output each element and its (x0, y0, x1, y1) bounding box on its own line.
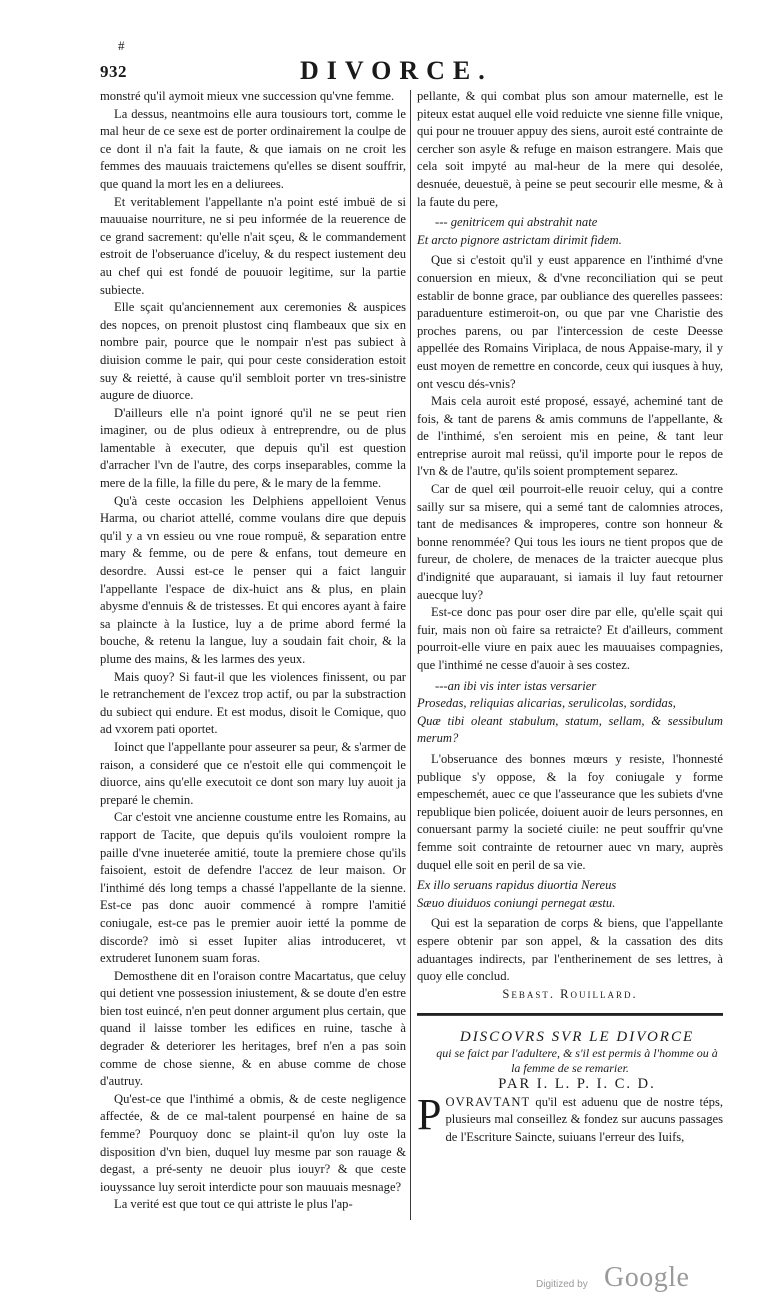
latin-quote (417, 678, 723, 748)
paragraph: Que si c'estoit qu'il y eust apparence en l'inthimé d'vne conuersion en mieux, & d'vne reconciliation qui se peut establir de bonne grace, par oubliance des querelles passees: paraduenture estimeroit-on, ou que par vne Charistie des proches parens, ou par l'intercession de ceste Deesse appellée des Romains Viriplaca, de nous Appaise-mary, il y eust moyen de remettre en concorde, ceux qui iusques à huy, ont vescu dés-vnis? (417, 253, 723, 391)
quote-line: ---an ibi vis inter istas versarier (435, 678, 597, 693)
page-header (100, 56, 730, 86)
running-title: DIVORCE. (300, 56, 493, 85)
paragraph: monstré qu'il aymoit mieux vne succession qu'vne femme. (100, 89, 395, 103)
google-logo: Google (604, 1262, 690, 1293)
discourse-title: DISCOVRS SVR LE DIVORCE (459, 1029, 695, 1046)
page-mark: # (118, 38, 125, 53)
quote-line: Prosedas, reliquias alicarias, serulicolas, sordidas, (417, 696, 676, 711)
paragraph: Demosthene dit en l'oraison contre Macartatus, que celuy qui detient vne possession iniustement, & se doute d'en estre bien tost euincé, n'en peut donner argument plus certain, que quand il laisse tomber les edifices en ruine, tasche à degrader & deteriorer les heritages, bref n'en a pas soin comme de chose sienne, & en abuse comme de chose d'autruy. (100, 968, 406, 1089)
paragraph: Et veritablement l'appellante n'a point esté imbuë de si mauuaise nourriture, ne si peu informée de la reuerence de ce grand sacrement: qu'elle n'ait sçeu, & le commandement estroit de l'obseruance d'iceluy, & du respect iustement deu au chef qui est fondé de pouuoir legitime, sur la partie subiecte. (100, 194, 406, 297)
paragraph: pellante, & qui combat plus son amour maternelle, est le piteux estat auquel elle void reduicte vne sienne fille vnique, qui pour ne trouuer appuy des siens, auroit esté contrainte de cercher son asyle & refuge en maison estrangere. Mais que cela soit impyté au mal-heur de la mere qui desolée, desnuée, deuestuë, à peine se peut secourir elle mesme, & à la faute du pere, (417, 89, 724, 209)
paragraph: Car c'estoit vne ancienne coustume entre les Romains, au rapport de Tacite, que depuis qu'ils vouloient rompre la paille d'vne inueterée amitié, toute la premiere chose qu'ils faisoient, estoit de defendre l'accez de leur maison. Or l'inthimé dés long temps a chassé l'appellante de la sienne. Est-ce pas donc auoir commencé à rompre l'amitié coniugale, est-ce pas le premier auoir ietté la pomme de discorde? imò si esset Iupiter alias introduceret, vt extruderet Iunonem suam foras. (100, 810, 406, 966)
discourse-subtitle: qui se faict par l'adultere, & s'il est permis à l'homme ou à la femme de se remarier. (436, 1046, 718, 1076)
latin-quote (417, 214, 723, 249)
paragraph: La dessus, neantmoins elle aura tousiours tort, comme le mal heur de ce sexe est de porter ordinairement la coulpe de ce dont il n'a fait la faute, & que iamais on ne croit les femmes des mauuais traictemens qu'elles se disent souffrir, que quand la mort les en a deliurees. (100, 106, 406, 191)
quote-line: Et arcto pignore astrictam dirimit fidem. (417, 232, 622, 247)
quote-line: Quæ tibi oleant stabulum, statum, sellam, & sessibulum merum? (417, 713, 723, 746)
section-rule (417, 1013, 723, 1016)
signature: Sebast. Rouillard. (502, 986, 638, 1001)
paragraph: Elle sçait qu'anciennement aux ceremonies & auspices des nopces, on prenoit plustost cinq flambeaux que six en nombre pair, pource que le nompair n'est pas subiect à diuision comme le pair, qui pour ceste consideration estoit suy & reietté, à cause qu'il sembloit porter vn tres-sinistre augure de diuorce. (100, 300, 406, 403)
lead-word: OVRAVTANT (445, 1094, 531, 1109)
drop-cap: P (417, 1089, 442, 1139)
paragraph: L'obseruance des bonnes mœurs y resiste, l'honnesté publique s'y oppose, & la foy coniugale y forme empeschemét, auec ce que l'asseurance que les subiets d'vne republique bien policée, doiuent auoir de leurs personnes, en conuersant parmy la societé ciuile: ne peut souffrir qu'vne femme soit contrainte de retourner auec vn mary, auprès duquel elle soit en peril de sa vie. (417, 751, 723, 872)
quote-line: Sæuo diuiduos coniungi pernegat æstu. (417, 895, 616, 910)
paragraph: Mais cela auroit esté proposé, essayé, acheminé tant de fois, & tant de parens & amis communs de l'appellante, & de l'inthimé, s'en seroient mis en peine, & tant leur entreprise auroit mal reüssi, qu'il importe pour le repos de l'vn & de l'autre, qu'ils soient promptement separez. (417, 394, 723, 479)
paragraph: Ioinct que l'appellante pour asseurer sa peur, & s'armer de raison, a consideré que ce n'estoit elle qui commençoit le diuorce, ains qu'elle executoit ce dont son mary luy auoit ja preparé le chemin. (100, 739, 406, 807)
quote-line: --- genitricem qui abstrahit nate (435, 215, 598, 230)
column-divider (410, 90, 411, 1220)
opening-paragraph (417, 1089, 723, 1147)
digitization-credit (536, 1262, 716, 1298)
paragraph: Mais quoy? Si faut-il que les violences finissent, ou par le retranchement de l'excez trop actif, ou par la substraction du subiect qui endure. Et est modus, disoit le Comique, quo ad vxorem pati oportet. (100, 669, 406, 737)
paragraph: La verité est que tout ce qui attriste le plus l'ap- (114, 1197, 353, 1212)
right-column (417, 88, 723, 1147)
paragraph: Est-ce donc pas pour oser dire par elle, qu'elle sçait qui fuir, mais non où faire sa retraicte? Et d'ailleurs, comment pourroit-elle viure en paix auec les mauuaises compagnies, que l'inthimé ne cesse d'auoir à ses costez. (417, 605, 723, 672)
latin-quote (417, 877, 723, 912)
paragraph: Car de quel œil pourroit-elle reuoir celuy, qui a contre sailly sur sa misere, qui a semé tant de calomnies atroces, tant de medisances & improperes, contre son honneur & bonne renommée? Qui tous les iours ne tient propos que de fureur, de cholere, de menaces de la traicter auecque plus d'indignité que auparauant, si iamais il luy faut retourner auecque luy? (417, 482, 723, 602)
opening-text: qu'il est aduenu que de nostre téps, plusieurs mal conseillez & fondez sur aucuns passages de l'Escriture Saincte, suiuans l'erreur des Iuifs, (445, 1094, 723, 1145)
paragraph: Qu'est-ce que l'inthimé a obmis, & de ceste negligence affectée, & de ce mal-talent pourpensé en haine de sa femme? Pourquoy donc se plaint-il qu'on luy oste la disposition d'vn bien, duquel luy mesme par son rauage & degast, a pré-senty ne deuoir plus iouyr? & que ceste iouyssance luy seroit interdicte pour son mauuais mesnage? (100, 1091, 406, 1194)
quote-line: Ex illo seruans rapidus diuortia Nereus (417, 878, 617, 893)
credit-label: Digitized by (536, 1279, 588, 1290)
author-line: PAR I. L. P. I. C. D. (498, 1076, 656, 1093)
left-column (100, 88, 406, 1214)
paragraph: Qui est la separation de corps & biens, que l'appellante espere obtenir par son appel, & la cassation des dits aduantages indirects, par l'entherinement de ses lettres, à quoy elle conclud. (417, 916, 723, 984)
paragraph: Qu'à ceste occasion les Delphiens appelloient Venus Harma, ou chariot attellé, comme voulans dire que depuis qu'il y a vn essieu ou vne roue rompuë, & separation entre mary & femme, ou de pere & enfans, tout demeure en desordre. Aussi est-ce le penser qui a faict languir l'appellante l'espace de dix-huict ans & plus, en plain abysme d'ennuis & de tristesses. Et qui encores ayant à faire sa plaincte à la Iustice, luy a de prime abord fermé la bouche, & retenu la langue, luy a soudain fait choir, & la plume des mains, & les larmes des yeux. (100, 493, 406, 666)
page-number: 932 (100, 62, 127, 81)
paragraph: D'ailleurs elle n'a point ignoré qu'il ne se peut rien imaginer, ou de plus odieux à entreprendre, ou de plus lamentable à executer, que depuis qu'il est question d'arracher l'vn de l'autre, des corps inseparables, comme la mere de la fille, la fille du pere, & le mary de la femme. (100, 405, 406, 491)
